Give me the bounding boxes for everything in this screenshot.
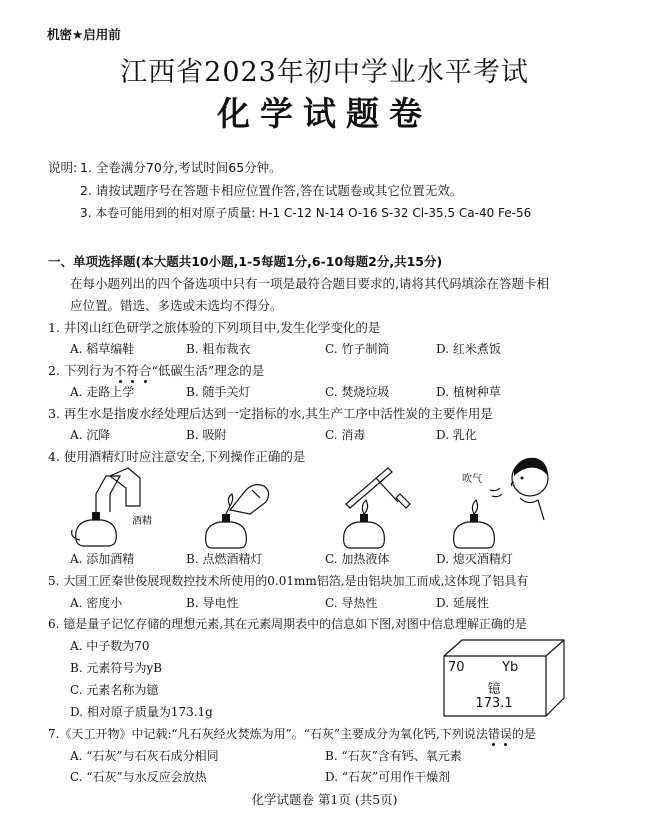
q1-option-d: D. 红米煮饭	[436, 342, 501, 356]
q7-stem	[48, 725, 536, 742]
element-name: 镱	[487, 682, 501, 697]
q7-option-c: C. “石灰”与水反应会放热	[70, 770, 207, 784]
q4-stem: 4. 使用酒精灯时应注意安全,下列操作正确的是	[48, 449, 306, 464]
q2-stem-a: 2. 下列行为	[48, 363, 114, 378]
q2-emphasis-1: 不	[113, 363, 127, 378]
element-symbol: Yb	[502, 660, 519, 675]
q7-emphasis-1: 错	[487, 727, 500, 741]
q7-option-b: B. “石灰”含有钙、氧元素	[325, 749, 462, 763]
q2-stem	[48, 361, 264, 379]
atomic-number: 70	[448, 660, 465, 675]
q1-option-b: B. 粗布裁衣	[186, 342, 251, 356]
q6-option-b: B. 元素符号为yB	[70, 661, 163, 675]
q2-emphasis-2: 符	[126, 363, 139, 378]
instructions-prefix: 说明:	[48, 160, 78, 175]
q5-option-b: B. 导电性	[186, 596, 239, 610]
q1-stem: 1. 井冈山红色研学之旅体验的下列项目中,发生化学变化的是	[48, 320, 381, 335]
section1-desc-1: 在每小题列出的四个备选项中只有一项是最符合题目要求的,请将其代码填涂在答题卡相	[70, 276, 549, 291]
q6-option-a: A. 中子数为70	[70, 639, 150, 653]
q7-option-a: A. “石灰”与石灰石成分相同	[70, 749, 219, 763]
exam-title: 江西省2023年初中学业水平考试	[120, 57, 529, 88]
q3-option-a: A. 沉降	[70, 428, 111, 442]
q2-option-c: C. 焚烧垃圾	[325, 385, 390, 399]
q3-stem: 3. 再生水是指废水经处理后达到一定指标的水,其生产工序中活性炭的主要作用是	[48, 406, 493, 421]
q3-option-b: B. 吸附	[186, 428, 227, 442]
q1-option-c: C. 竹子制筒	[325, 342, 390, 356]
periodic-table-cell	[442, 638, 567, 718]
confidential-label: 机密★启用前	[47, 27, 121, 42]
heating-liquid-illustration	[336, 458, 416, 550]
q5-option-c: C. 导热性	[325, 596, 378, 610]
q6-option-c: C. 元素名称为镱	[70, 683, 159, 697]
q4-option-a: A. 添加酒精	[70, 552, 135, 566]
q7-stem-a: 7.《天工开物》中记载:“凡石灰经火焚炼为用”。“石灰”主要成分为氧化钙,下列说法	[48, 727, 488, 741]
q1-option-a: A. 稻草编鞋	[70, 342, 135, 356]
section1-desc-2: 应位置。错选、多选或未选均不得分。	[70, 298, 283, 313]
q2-stem-b: “低碳生活”理念的是	[151, 363, 265, 378]
q7-option-d: D. “石灰”可用作干燥剂	[325, 770, 451, 784]
instruction-3: 3. 本卷可能用到的相对原子质量: H-1 C-12 N-14 O-16 S-32 Cl-35.5 Ca-40 Fe-56	[80, 206, 532, 220]
q2-option-a: A. 走路上学	[70, 385, 135, 399]
section1-title: 一、单项选择题(本大题共10小题,1-5每题1分,6-10每题2分,共15分)	[48, 254, 443, 269]
alcohol-lamp-lighting-illustration	[200, 470, 280, 550]
instruction-1: 1. 全卷满分70分,考试时间65分钟。	[80, 160, 282, 175]
q3-option-c: C. 消毒	[325, 428, 366, 442]
exam-subtitle: 化学试题卷	[217, 94, 432, 133]
q7-stem-b: 的是	[511, 727, 536, 741]
q3-option-d: D. 乳化	[436, 428, 477, 442]
atomic-mass: 173.1	[475, 696, 513, 711]
q5-option-d: D. 延展性	[436, 596, 489, 610]
q4-option-c: C. 加热液体	[325, 552, 390, 566]
q2-option-b: B. 随手关灯	[186, 385, 251, 399]
blow-label: 吹气	[462, 474, 482, 485]
q4-option-d: D. 熄灭酒精灯	[436, 552, 513, 566]
blowing-out-lamp-illustration	[440, 450, 560, 550]
q4-option-b: B. 点燃酒精灯	[186, 552, 263, 566]
q6-option-d: D. 相对原子质量为173.1g	[70, 705, 213, 719]
q5-stem: 5. 大国工匠秦世俊展现数控技术所使用的0.01mm铝箔,是由铝块加工而成,这体现了铝具有	[48, 574, 529, 588]
q7-emphasis-2: 误	[499, 727, 512, 741]
page-footer: 化学试题卷 第1页 (共5页)	[251, 792, 398, 807]
instruction-2: 2. 请按试题序号在答题卡相应位置作答,答在试题卷或其它位置无效。	[80, 183, 463, 198]
q5-option-a: A. 密度小	[70, 596, 123, 610]
q2-option-d: D. 植树种草	[436, 385, 501, 399]
q2-emphasis-3: 合	[138, 363, 152, 378]
q6-stem: 6. 镱是量子记忆存储的理想元素,其在元素周期表中的信息如下图,对图中信息理解正确的是	[48, 617, 527, 631]
alcohol-lamp-adding-illustration	[66, 466, 166, 550]
alcohol-label: 酒精	[132, 516, 152, 527]
